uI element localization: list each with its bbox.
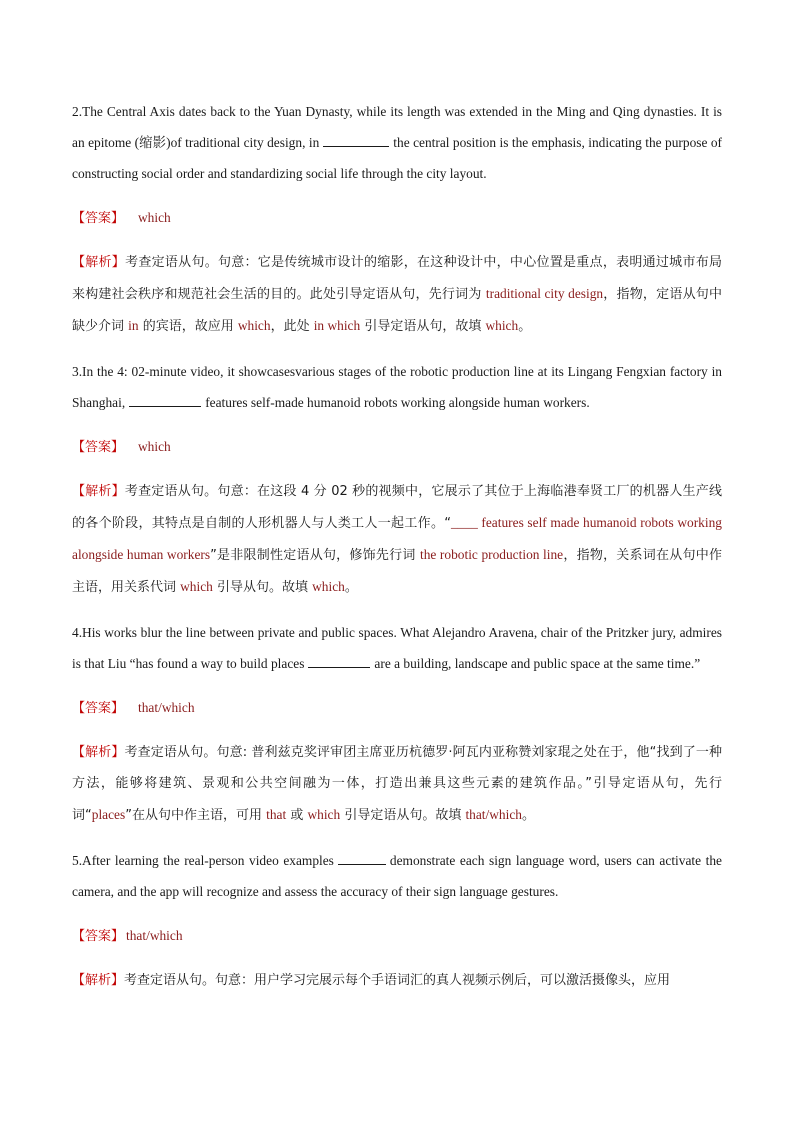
analysis-paragraph (72, 965, 722, 996)
analysis-text: ，此处 (270, 319, 314, 334)
answer-label: 【答案】 (72, 701, 125, 716)
answer-line (72, 202, 722, 234)
analysis-text: 考查定语从句。句意：它是传统城市设计的缩影，在这种设计中，中心位置是重点，表明通过城市布局来构建社会秩序和规范社会生活的目的。此处引导定语从句，先行词为 (72, 255, 722, 302)
analysis-text: 考查定语从句。句意：用户学习完展示每个手语词汇的真人视频示例后，可以激活摄像头，应用 (124, 973, 671, 988)
analysis-text: 。 (518, 319, 532, 334)
analysis-text: ”在从句中作主语，可用 (125, 808, 267, 823)
question-block (72, 96, 722, 342)
question-block (72, 356, 722, 603)
analysis-body (72, 745, 722, 823)
question-suffix: demonstrate each sign language word, users can activate the camera, and the app will recognize and assess the accuracy of their sign language gestures. (72, 853, 722, 899)
document-content (72, 96, 722, 996)
analysis-body (124, 973, 670, 988)
analysis-label: 【解析】 (72, 484, 125, 499)
analysis-term: that (266, 807, 287, 822)
analysis-label: 【解析】 (72, 745, 125, 760)
answer-blank (323, 134, 389, 147)
analysis-text: 引导定语从句，故填 (360, 319, 486, 334)
analysis-term: ____ features self made humanoid robots working alongside human workers (72, 515, 722, 562)
analysis-text: 。 (521, 808, 535, 823)
answer-value: that/which (138, 700, 195, 715)
analysis-label: 【解析】 (72, 973, 125, 988)
analysis-term: which (312, 579, 345, 594)
analysis-text: ”是非限制性定语从句，修饰先行词 (210, 548, 420, 563)
answer-blank (338, 852, 386, 865)
analysis-term: in (128, 318, 139, 333)
answer-blank (308, 655, 370, 668)
question-block (72, 845, 722, 996)
analysis-term: which (237, 318, 271, 333)
analysis-text: 或 (286, 808, 308, 823)
question-suffix: are a building, landscape and public space at the same time.” (374, 656, 701, 671)
question-prefix: 5.After learning the real-person video examples (72, 853, 334, 868)
analysis-text: ，指物，定语从句中缺少介词 (72, 287, 722, 334)
analysis-term: places (91, 807, 126, 822)
answer-value: which (138, 210, 171, 225)
answer-label: 【答案】 (72, 929, 125, 944)
analysis-text: 引导从句。故填 (212, 580, 313, 595)
question-prefix: 3.In the 4: 02-minute video, it showcasesvarious stages of the robotic production line at its Lingang Fengxian factory in Shanghai, (72, 364, 722, 410)
answer-value: which (138, 439, 171, 454)
analysis-term: which (180, 579, 213, 594)
answer-line (72, 692, 722, 724)
answer-line (72, 431, 722, 463)
question-prefix: 2.The Central Axis dates back to the Yuan Dynasty, while its length was extended in the Ming and Qing dynasties. It is an epitome (缩影)of traditional city design, in (72, 104, 722, 150)
analysis-term: the robotic production line (419, 547, 564, 562)
answer-blank (129, 394, 201, 407)
analysis-text: 考查定语从句。句意: 普利兹克奖评审团主席亚历杭德罗·阿瓦内亚称赞刘家琨之处在于，他“找到了一种方法，能够将建筑、景观和公共空间融为一体，打造出兼具这些元素的建筑作品。”引导定语从句，先行词“ (72, 745, 722, 823)
analysis-term: which (307, 807, 341, 822)
answer-value: that/which (126, 928, 183, 943)
answer-line (72, 920, 722, 952)
analysis-term: traditional city design (485, 286, 604, 301)
analysis-body (72, 255, 722, 334)
answer-label: 【答案】 (72, 211, 125, 226)
analysis-text: 。 (344, 580, 358, 595)
analysis-text: 的宾语，故应用 (138, 319, 238, 334)
analysis-body (72, 484, 722, 595)
analysis-text: ，指物，关系词在从句中作主语，用关系代词 (72, 548, 722, 595)
analysis-text: 引导定语从句。故填 (340, 808, 466, 823)
question-suffix: the central position is the emphasis, indicating the purpose of constructing social order and standardizing social life through the city layout. (72, 135, 722, 181)
question-text (72, 356, 722, 418)
analysis-paragraph (72, 247, 722, 342)
analysis-term: that/which (465, 807, 522, 822)
question-text (72, 96, 722, 189)
question-block (72, 617, 722, 831)
question-text (72, 845, 722, 907)
question-prefix: 4.His works blur the line between private and public spaces. What Alejandro Aravena, chair of the Pritzker jury, admires is that Liu “has found a way to build places (72, 625, 722, 671)
analysis-paragraph (72, 476, 722, 603)
question-suffix: features self-made humanoid robots working alongside human workers. (205, 395, 590, 410)
analysis-text: 考查定语从句。句意：在这段 4 分 02 秒的视频中，它展示了其位于上海临港奉贤工厂的机器人生产线的各个阶段，其特点是自制的人形机器人与人类工人一起工作。“ (72, 484, 722, 531)
analysis-paragraph (72, 737, 722, 831)
analysis-label: 【解析】 (72, 255, 126, 270)
analysis-term: which (485, 318, 519, 333)
question-text (72, 617, 722, 679)
answer-label: 【答案】 (72, 440, 125, 455)
analysis-term: in which (313, 318, 361, 333)
